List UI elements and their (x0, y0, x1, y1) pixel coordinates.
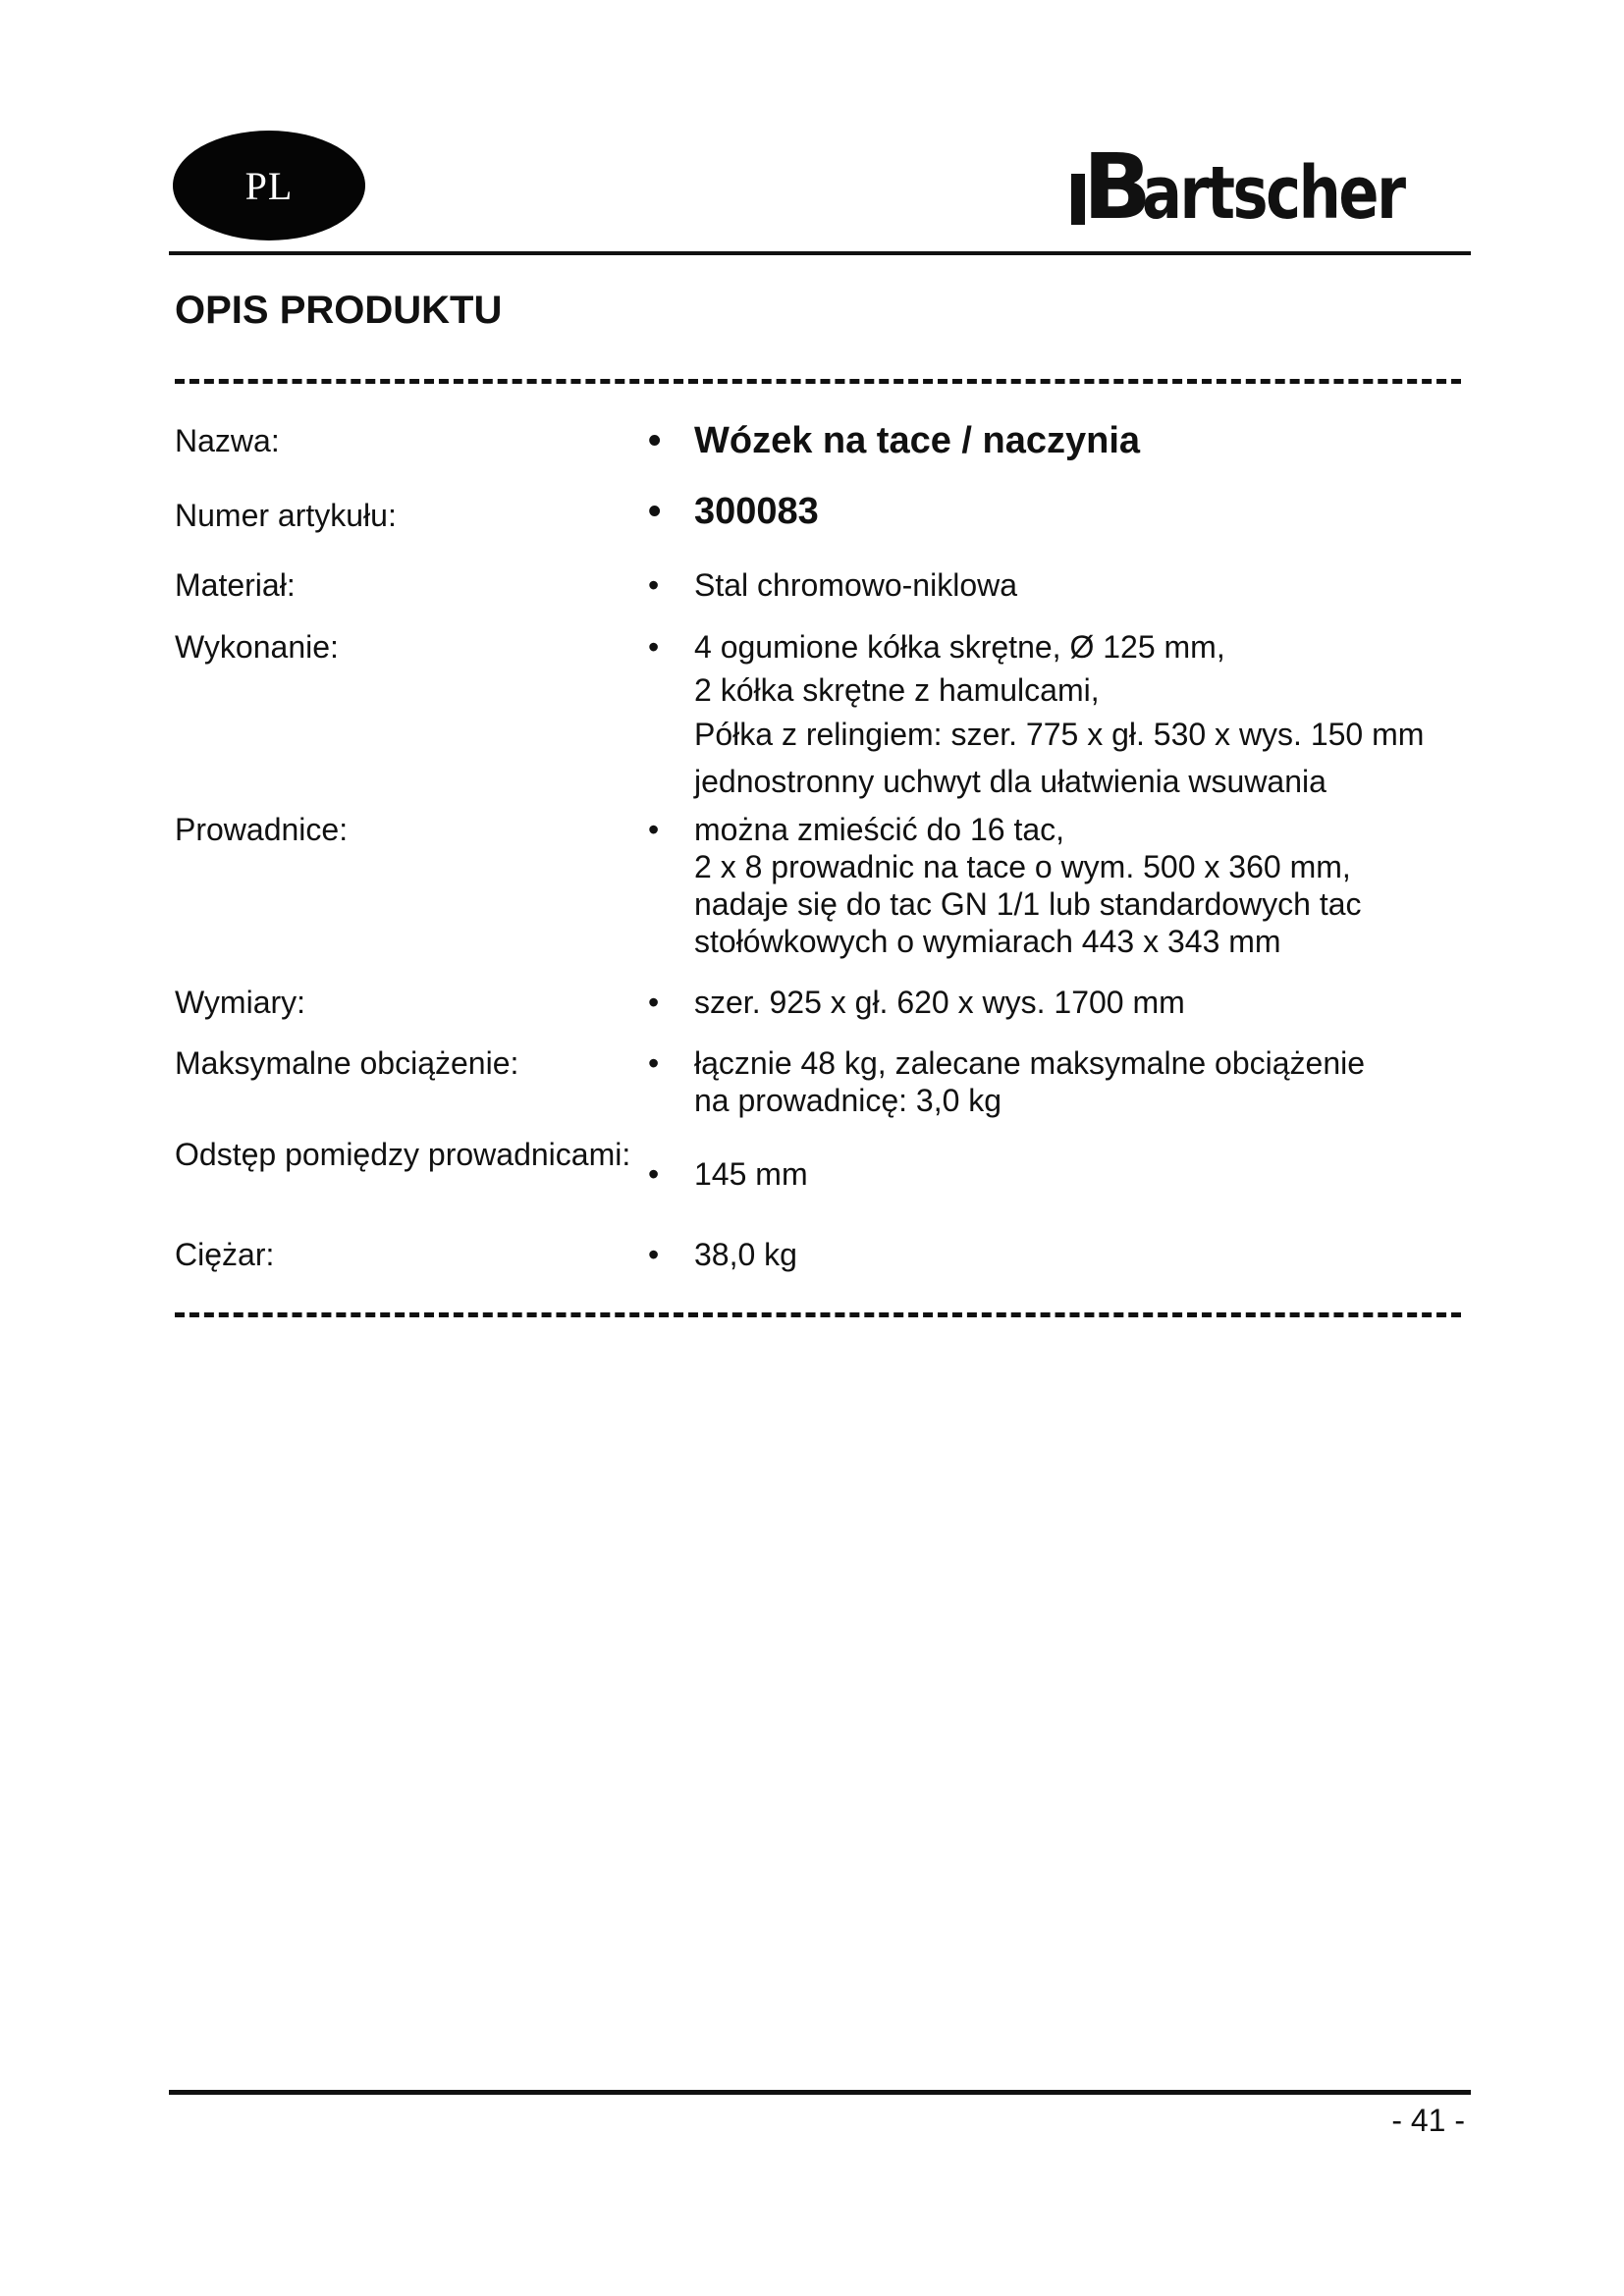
spec-value: można zmieścić do 16 tac, 2 x 8 prowadnic na tace o wym. 500 x 360 mm, nadaje się do tac GN 1/1 lub standardowych tac stołówkowych o wymiarach 443 x 343 mm (694, 812, 1362, 959)
spec-label: Prowadnice: (175, 812, 349, 847)
spec-label: Nazwa: (175, 423, 280, 458)
bullet-icon: • (648, 985, 660, 1020)
spec-label: Wykonanie: (175, 629, 339, 665)
bartscher-logo-mark (1071, 134, 1153, 240)
bartscher-logo-initial: B (1082, 134, 1153, 240)
spec-label: Ciężar: (175, 1237, 275, 1272)
spec-label: Maksymalne obciążenie: (175, 1045, 519, 1081)
language-badge-label: PL (244, 163, 294, 208)
bullet-icon: • (648, 629, 660, 665)
bartscher-logo (1071, 134, 1461, 242)
spec-value: Stal chromowo-niklowa (694, 567, 1018, 603)
dashed-separator-top (175, 379, 1461, 384)
spec-value: szer. 925 x gł. 620 x wys. 1700 mm (694, 985, 1185, 1020)
bartscher-logo-word: artscher (1141, 151, 1404, 236)
bullet-icon: • (648, 491, 662, 532)
bullet-icon: • (648, 420, 662, 461)
spec-label: Odstęp pomiędzy prowadnicami: (175, 1137, 631, 1172)
language-badge (173, 131, 365, 240)
spec-label: Materiał: (175, 567, 296, 603)
page-title: OPIS PRODUKTU (175, 289, 503, 332)
dashed-separator-bottom (175, 1312, 1461, 1317)
bullet-icon: • (648, 1237, 660, 1272)
spec-value: 38,0 kg (694, 1237, 797, 1272)
spec-value: Wózek na tace / naczynia (694, 420, 1141, 461)
bullet-icon: • (648, 567, 660, 603)
bullet-icon: • (648, 1045, 660, 1081)
bullet-icon: • (648, 1156, 660, 1192)
spec-value: 4 ogumione kółka skrętne, Ø 125 mm, 2 kółka skrętne z hamulcami, Półka z relingiem: szer. 775 x gł. 530 x wys. 150 mm jednostronny uchwyt dla ułatwienia wsuwania (694, 629, 1425, 799)
page-number: - 41 - (1391, 2103, 1465, 2138)
spec-value: 145 mm (694, 1156, 808, 1192)
footer-rule (169, 2090, 1471, 2095)
spec-value: łącznie 48 kg, zalecane maksymalne obciążenie na prowadnicę: 3,0 kg (694, 1045, 1366, 1118)
header-rule (169, 251, 1471, 255)
spec-label: Wymiary: (175, 985, 306, 1020)
bullet-icon: • (648, 812, 660, 847)
spec-label: Numer artykułu: (175, 498, 397, 533)
spec-value: 300083 (694, 491, 819, 532)
